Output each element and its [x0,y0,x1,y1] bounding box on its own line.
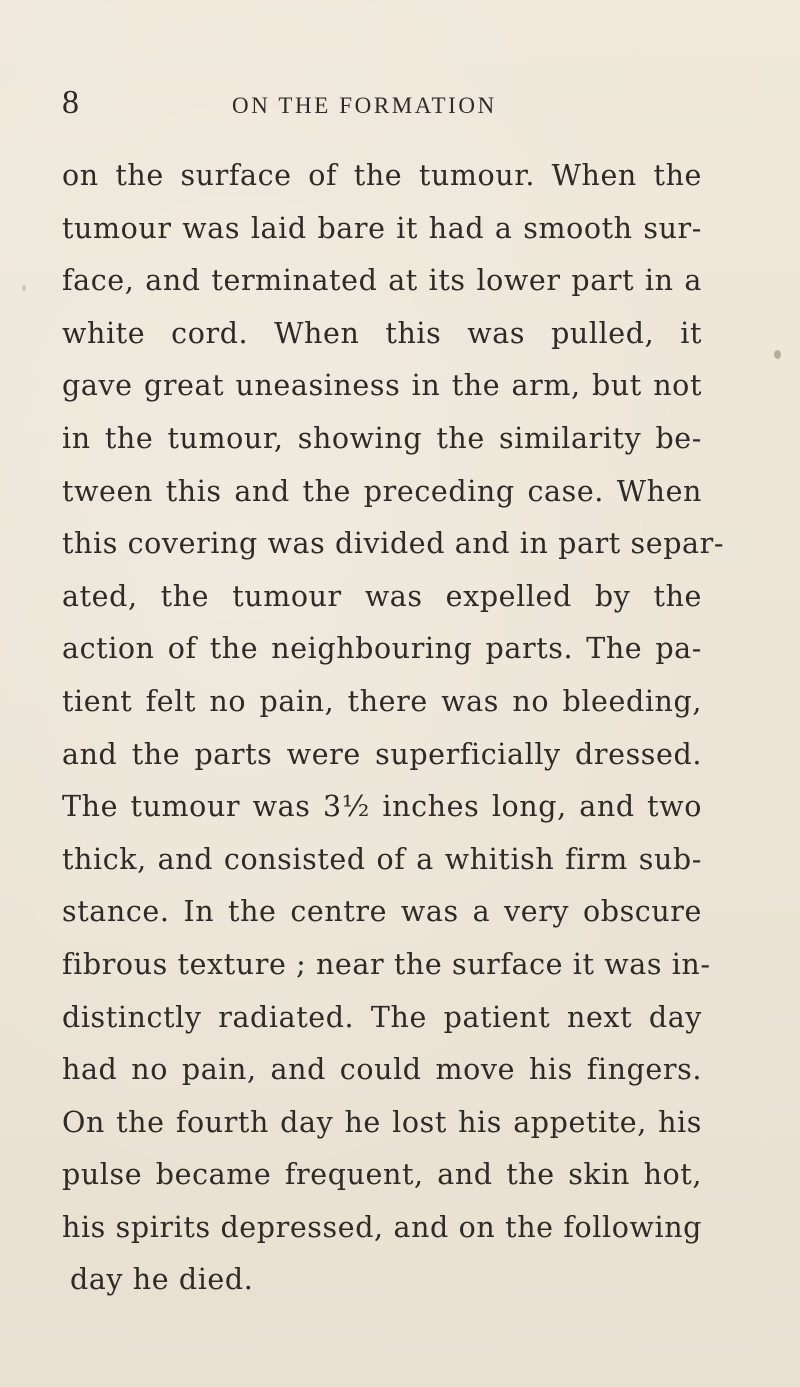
text-line: The tumour was 3½ inches long, and two [62,790,702,824]
paper-speck [22,285,26,291]
text-line: had no pain, and could move his fingers. [62,1053,702,1087]
text-line: in the tumour, showing the similarity be- [62,421,702,455]
text-line: tumour was laid bare it had a smooth sur- [62,211,702,245]
running-title: ON THE FORMATION [232,93,497,118]
text-line: stance. In the centre was a very obscure [62,895,702,929]
text-line: On the fourth day he lost his appetite, his [62,1105,702,1139]
text-line: tween this and the preceding case. When [62,474,702,508]
text-line-last: day he died. [70,1263,254,1297]
text-line: tient felt no pain, there was no bleeding, [62,684,702,718]
text-line: his spirits depressed, and on the following [62,1210,702,1244]
text-line: on the surface of the tumour. When the [62,159,702,192]
text-line: white cord. When this was pulled, it [62,316,702,350]
text-line: distinctly radiated. The patient next day [62,1000,702,1034]
body-text [62,150,725,1307]
text-line: action of the neighbouring parts. The pa- [62,632,702,666]
paper-speck [774,350,781,359]
text-line: and the parts were superficially dressed. [62,737,702,771]
text-line: fibrous texture ; near the surface it was in- [62,947,711,981]
page-number: 8 [62,84,79,121]
text-line: gave great uneasiness in the arm, but not [62,369,702,403]
text-line: face, and terminated at its lower part in a [62,264,702,298]
text-line: this covering was divided and in part separ- [62,527,725,561]
text-line: ated, the tumour was expelled by the [62,579,702,613]
text-line: thick, and consisted of a whitish firm sub- [62,842,702,876]
text-line: pulse became frequent, and the skin hot, [62,1158,702,1192]
running-head [62,86,702,126]
